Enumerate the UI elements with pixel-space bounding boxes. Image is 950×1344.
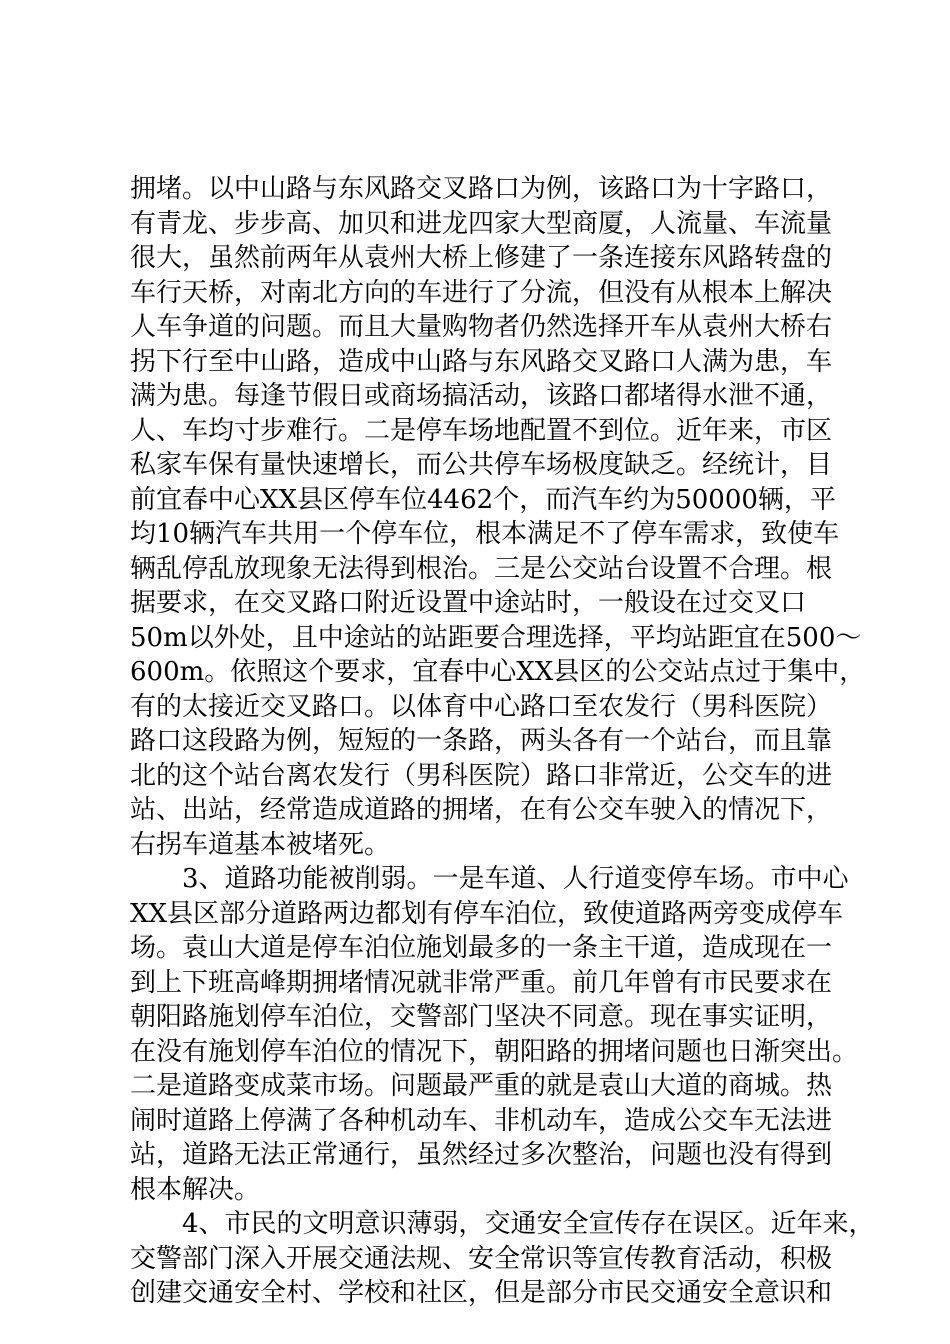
text-line: 闹时道路上停满了各种机动车、非机动车，造成公交车无法进: [130, 1105, 833, 1136]
text-line: 创建交通安全村、学校和社区，但是部分市民交通安全意识和: [130, 1278, 833, 1308]
text-line: 600m。依照这个要求，宜春中心XX县区的公交站点过于集中，: [130, 657, 866, 687]
text-line: 据要求，在交叉路口附近设置中途站时，一般设在过交叉口: [130, 588, 807, 618]
paragraph-start-line: 3、道路功能被削弱。一是车道、人行道变停车场。市中心: [182, 864, 849, 894]
text-line: 拥堵。以中山路与东风路交叉路口为例，该路口为十字路口，: [130, 174, 833, 204]
text-line: 私家车保有量快速增长，而公共停车场极度缺乏。经统计，目: [130, 450, 833, 480]
text-line: 有青龙、步步高、加贝和进龙四家大型商厦，人流量、车流量: [130, 208, 833, 239]
text-line: 满为患。每逢节假日或商场搞活动，该路口都堵得水泄不通，: [130, 381, 833, 411]
text-line: 站，道路无法正常通行，虽然经过多次整治，问题也没有得到: [130, 1140, 833, 1170]
text-line: 到上下班高峰期拥堵情况就非常严重。前几年曾有市民要求在: [130, 967, 833, 998]
text-line: 二是道路变成菜市场。问题最严重的就是袁山大道的商城。热: [130, 1071, 833, 1101]
paragraph-start-line: 4、市民的文明意识薄弱，交通安全宣传存在误区。近年来，: [182, 1209, 875, 1239]
text-line: 拐下行至中山路，造成中山路与东风路交叉路口人满为患，车: [130, 346, 833, 377]
text-line: 车行天桥，对南北方向的车进行了分流，但没有从根本上解决: [130, 277, 833, 308]
text-line: XX县区部分道路两边都划有停车泊位，致使道路两旁变成停车: [130, 898, 844, 929]
text-line: 场。袁山大道是停车泊位施划最多的一条主干道，造成现在一: [130, 933, 833, 963]
text-line: 根本解决。: [130, 1174, 261, 1205]
text-line: 交警部门深入开展交通法规、安全常识等宣传教育活动，积极: [130, 1243, 833, 1274]
text-line: 北的这个站台离农发行（男科医院）路口非常近，公交车的进: [130, 760, 833, 791]
text-line: 人车争道的问题。而且大量购物者仍然选择开车从袁州大桥右: [130, 312, 833, 342]
text-line: 路口这段路为例，短短的一条路，两头各有一个站台，而且靠: [130, 726, 833, 756]
text-line: 朝阳路施划停车泊位，交警部门坚决不同意。现在事实证明，: [130, 1002, 833, 1032]
document-body: [130, 172, 875, 1311]
text-line: 辆乱停乱放现象无法得到根治。三是公交站台设置不合理。根: [130, 553, 833, 584]
text-line: 很大，虽然前两年从袁州大桥上修建了一条连接东风路转盘的: [130, 243, 833, 273]
text-line: 右拐车道基本被堵死。: [130, 829, 391, 860]
text-line: 50m以外处，且中途站的站距要合理选择，平均站距宜在500～: [130, 622, 862, 653]
text-line: 有的太接近交叉路口。以体育中心路口至农发行（男科医院）: [130, 691, 833, 722]
text-line: 均10辆汽车共用一个停车位，根本满足不了停车需求，致使车: [130, 519, 840, 549]
text-line: 前宜春中心XX县区停车位4462个，而汽车约为50000辆，平: [130, 484, 836, 515]
text-line: 人、车均寸步难行。二是停车场地配置不到位。近年来，市区: [130, 415, 833, 446]
text-line: 在没有施划停车泊位的情况下，朝阳路的拥堵问题也日渐突出。: [130, 1036, 859, 1067]
text-line: 站、出站，经常造成道路的拥堵，在有公交车驶入的情况下，: [130, 795, 833, 825]
